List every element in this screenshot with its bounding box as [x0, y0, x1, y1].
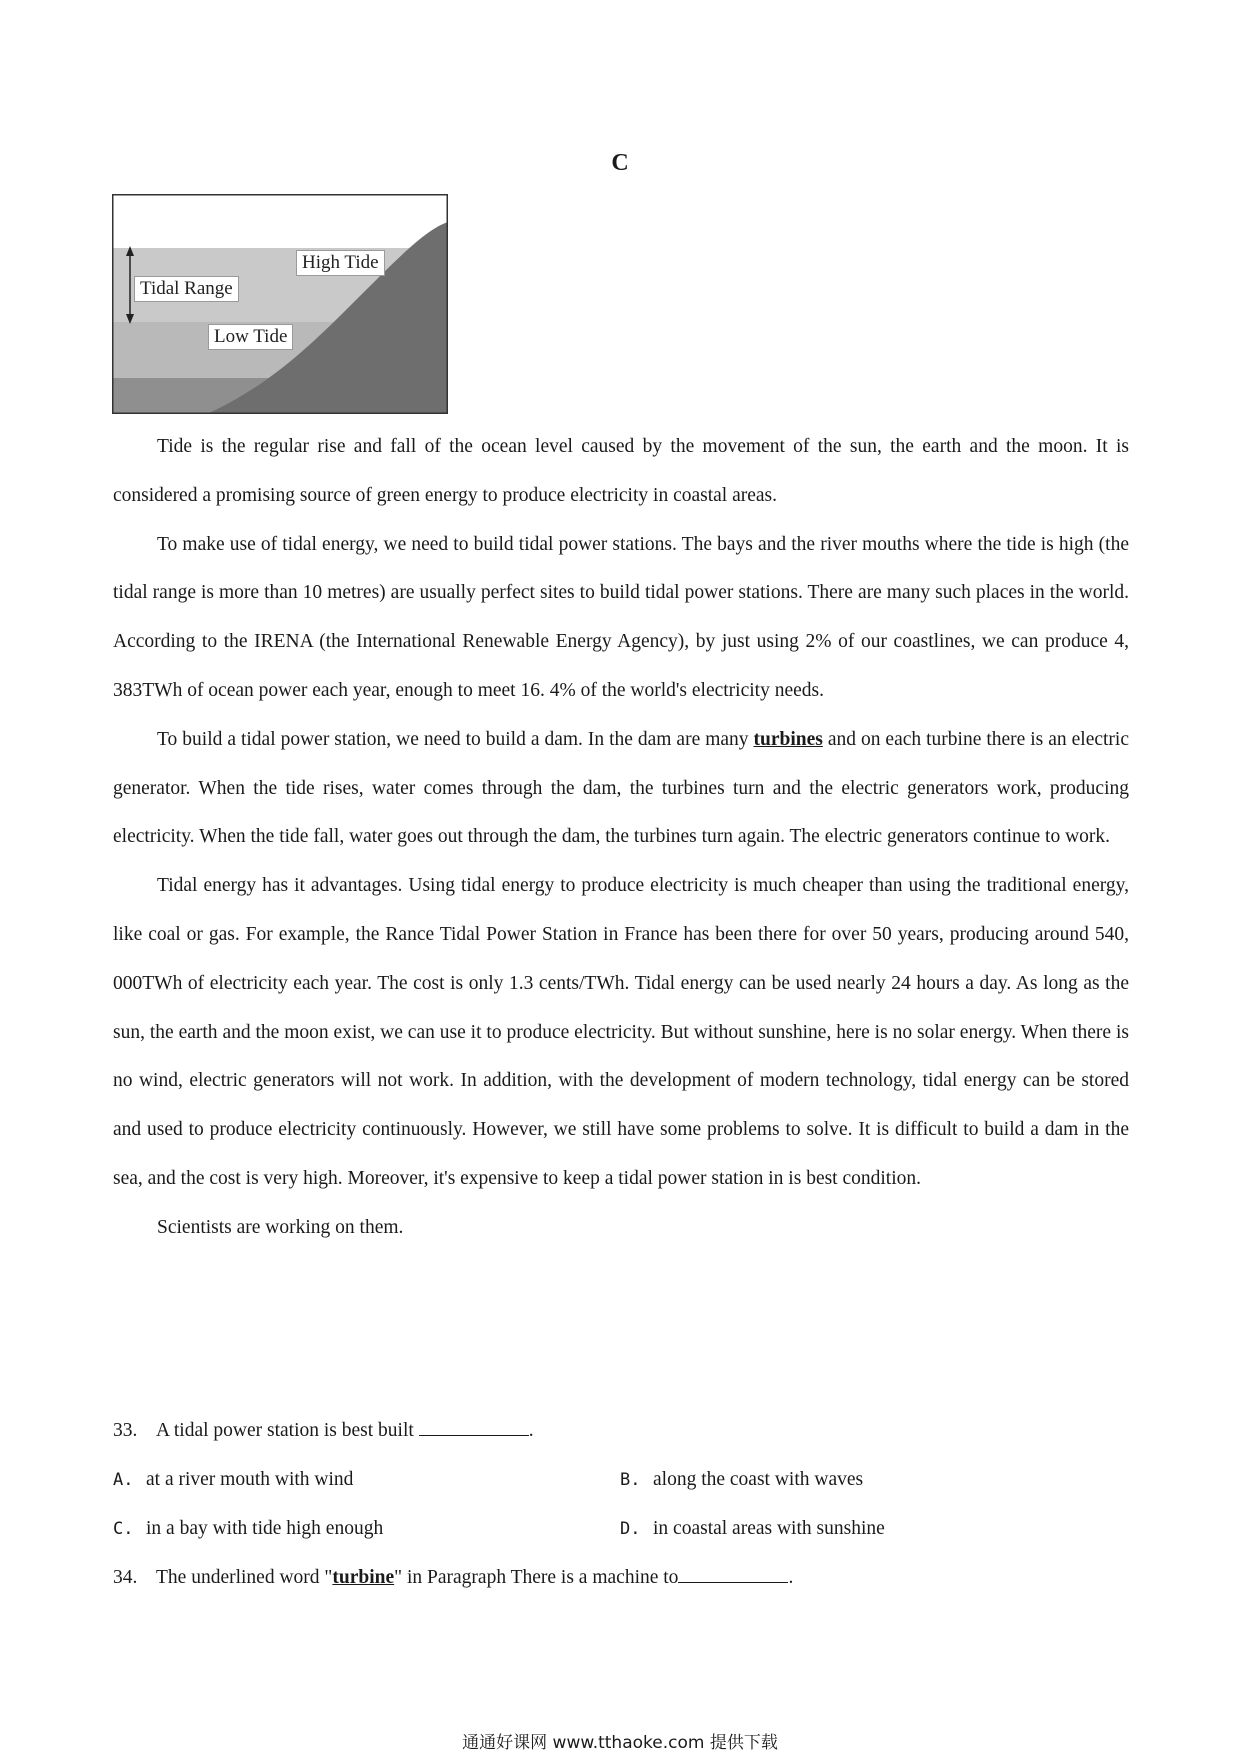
- option-text: at a river mouth with wind: [146, 1469, 354, 1490]
- underlined-word-turbines: turbines: [753, 728, 823, 750]
- question-end: .: [528, 1420, 534, 1441]
- question-number: 33.: [113, 1420, 138, 1441]
- paragraph-3-text-before: To build a tidal power station, we need to build a dam. In the dam are many: [157, 728, 754, 750]
- option-letter: C.: [113, 1519, 134, 1539]
- option-letter: D.: [620, 1519, 641, 1539]
- option-letter: B.: [620, 1470, 641, 1490]
- question-text: A tidal power station is best built: [156, 1420, 414, 1441]
- paragraph-5: Scientists are working on them.: [157, 1216, 404, 1238]
- question-33: [113, 1416, 534, 1446]
- reading-passage: [113, 423, 1129, 1253]
- page-footer: 通通好课网 www.tthaoke.com 提供下载: [462, 1733, 778, 1753]
- option-c[interactable]: [113, 1514, 383, 1544]
- paragraph-1: Tide is the regular rise and fall of the ocean level caused by the movement of the sun, the earth and the moon. It is considered a promising source of green energy to produce electricity in coastal areas.: [113, 436, 1129, 506]
- option-text: in coastal areas with sunshine: [653, 1518, 885, 1539]
- option-a[interactable]: [113, 1465, 353, 1495]
- tide-diagram: [112, 194, 448, 414]
- paragraph-4: Tidal energy has it advantages. Using tidal energy to produce electricity is much cheaper than using the traditional energy, like coal or gas. For example, the Rance Tidal Power Station in France has been there for over 50 years, producing around 540, 000TWh of electricity each year. The cost is only 1.3 cents/TWh. Tidal energy can be used nearly 24 hours a day. As long as the sun, the earth and the moon exist, we can use it to produce electricity. But without sunshine, here is no solar energy. When there is no wind, electric generators will not work. In addition, with the development of modern technology, tidal energy can be stored and used to produce electricity continuously. However, we still have some problems to solve. It is difficult to build a dam in the sea, and the cost is very high. Moreover, it's expensive to keep a tidal power station in is best condition.: [113, 875, 1129, 1189]
- high-tide-label: High Tide: [296, 250, 385, 276]
- option-b[interactable]: [620, 1465, 863, 1495]
- question-text-after: " in Paragraph There is a machine to: [394, 1567, 679, 1588]
- underlined-word-turbine: turbine: [332, 1567, 395, 1588]
- section-letter: C: [611, 150, 629, 176]
- answer-blank[interactable]: [678, 1564, 788, 1583]
- option-letter: A.: [113, 1470, 134, 1490]
- option-text: in a bay with tide high enough: [146, 1518, 384, 1539]
- option-text: along the coast with waves: [653, 1469, 864, 1490]
- tidal-range-label: Tidal Range: [134, 276, 239, 302]
- low-tide-label: Low Tide: [208, 324, 293, 350]
- paragraph-3: [113, 716, 1129, 862]
- paragraph-3-text-after: and on each turbine there is an electric generator. When the tide rises, water comes through the dam, the turbines turn and the electric generators work, producing electricity. When the tide fall, water goes out through the dam, the turbines turn again. The electric generators continue to work.: [113, 728, 1129, 848]
- answer-blank[interactable]: [419, 1417, 529, 1436]
- question-text-before: The underlined word ": [156, 1567, 333, 1588]
- paragraph-2: To make use of tidal energy, we need to build tidal power stations. The bays and the river mouths where the tide is high (the tidal range is more than 10 metres) are usually perfect sites to build tidal power stations. There are many such places in the world. According to the IRENA (the International Renewable Energy Agency), by just using 2% of our coastlines, we can produce 4, 383TWh of ocean power each year, enough to meet 16. 4% of the world's electricity needs.: [113, 533, 1129, 701]
- tide-diagram-graphic: [112, 194, 448, 414]
- question-end: .: [788, 1567, 794, 1588]
- option-d[interactable]: [620, 1514, 885, 1544]
- question-34: [113, 1563, 793, 1593]
- question-number: 34.: [113, 1567, 138, 1588]
